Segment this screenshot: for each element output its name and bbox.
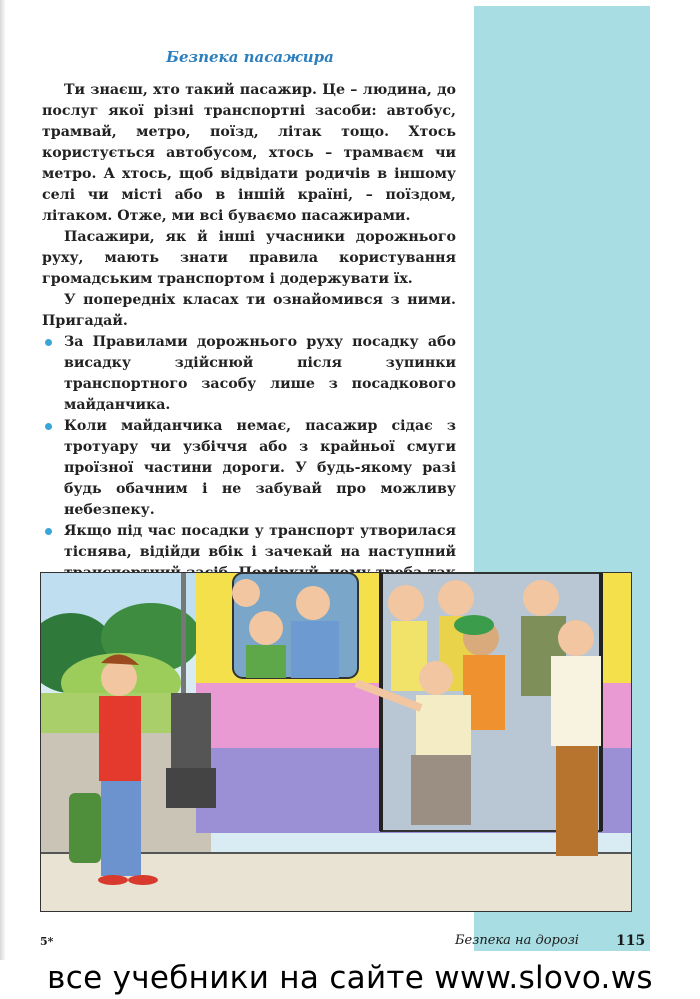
paragraph: У попередніх класах ти ознайомився з ними. Пригадай. xyxy=(42,292,456,329)
paragraph: Ти знаєш, хто такий пасажир. Це – людина, до послуг якої різні транспортні засоби: автобус, трамвай, метро, поїзд, літак тощо. Хтось користується автобусом, хтось – трамваєм чи метро. А хтось, щоб відвідати родичів в іншому селі чи місті або в іншій країні, – поїздом, літаком. Отже, ми всі буваємо пасажирами. xyxy=(42,82,456,224)
bullet-text: Якщо під час посадки у транспорт утворилася тіснява, відійди вбік і зачекай на наступний xyxy=(64,523,456,560)
bullet-dot-icon xyxy=(45,339,52,346)
paragraph: Пасажири, як й інші учасники дорожнього руху, мають знати правила користування громадським транспортом і додержувати їх. xyxy=(42,229,456,287)
section-heading: Безпека пасажира xyxy=(166,48,334,66)
bullet-item xyxy=(42,416,456,521)
site-banner: все учебники на сайте www.slovo.ws xyxy=(47,960,653,996)
bullet-dot-icon xyxy=(45,528,52,535)
page-number: 115 xyxy=(616,933,646,949)
illustration-drawing xyxy=(41,573,631,911)
bullet-text: За Правилами дорожнього руху посадку або висадку здійснюй після зупинки транспортного засобу лише з посадкового майданчика. xyxy=(64,334,456,413)
bus-boarding-illustration xyxy=(40,572,632,912)
bullet-text: Коли майданчика немає, пасажир сідає з тротуару чи узбіччя або з крайньої смуги проїзної частини дороги. У будь-якому разі будь обачним і не забувай про можливу небезпеку. xyxy=(64,418,456,518)
running-title: Безпека на дорозі xyxy=(455,933,579,948)
bullet-dot-icon xyxy=(45,423,52,430)
body-text xyxy=(42,80,456,605)
bullet-item xyxy=(42,332,456,416)
printer-signature: 5* xyxy=(40,935,54,948)
page-edge-shadow xyxy=(0,0,6,960)
